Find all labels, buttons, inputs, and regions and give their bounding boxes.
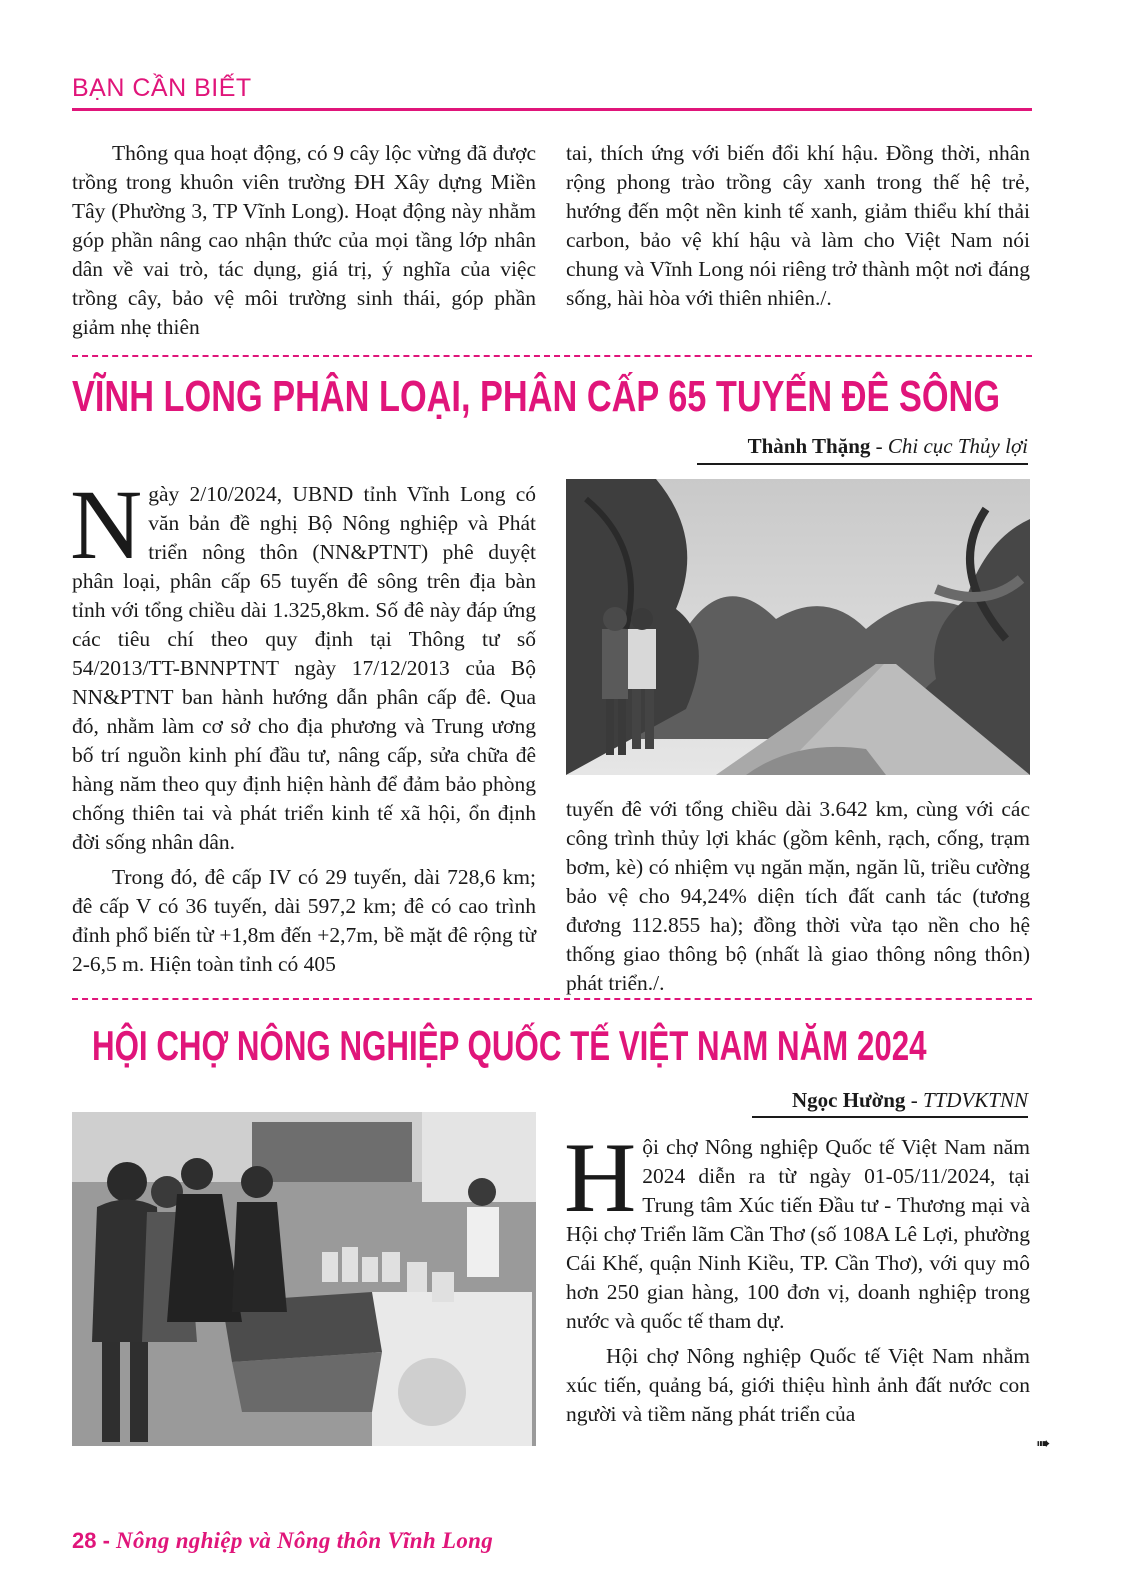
article3-right-column	[564, 1122, 1030, 1429]
article-divider	[72, 998, 1032, 1000]
article2-author: Thành Thặng	[747, 434, 871, 458]
page-footer	[72, 1528, 493, 1554]
byline-separator: -	[870, 434, 888, 458]
article2-dropcap: N	[70, 469, 143, 580]
continue-arrow-icon: ➠	[1036, 1434, 1051, 1454]
article2-para2: Trong đó, đê cấp IV có 29 tuyến, dài 728,6 km; đê cấp V có 36 tuyến, dài 597,2 km; đê có cao trình đỉnh phổ biến từ +1,8m đến +2,7m, bề mặt đê rộng từ 2-6,5 m. Hiện toàn tỉnh có 405	[72, 865, 536, 976]
byline-separator: -	[905, 1088, 923, 1112]
levee-road-photo	[566, 479, 1030, 775]
article3-byline-rule	[752, 1116, 1028, 1118]
article3-para2: Hội chợ Nông nghiệp Quốc tế Việt Nam nhằm xúc tiến, quảng bá, giới thiệu hình ảnh đất nước con người và tiềm năng phát triển của	[566, 1344, 1030, 1426]
article3-headline: HỘI CHỢ NÔNG NGHIỆP QUỐC TẾ VIỆT NAM NĂM 2024	[92, 1022, 927, 1069]
levee-road-illustration	[566, 479, 1030, 775]
article3-author: Ngọc Hường	[791, 1088, 906, 1112]
article3-byline	[792, 1088, 1028, 1113]
article3-affiliation: TTDVKTNN	[922, 1088, 1028, 1112]
article2-para1-text: gày 2/10/2024, UBND tỉnh Vĩnh Long có văn bản đề nghị Bộ Nông nghiệp và Phát triển nông thôn (NN&PTNT) phê duyệt phân loại, phân cấp 65 tuyến đê sông trên địa bàn tỉnh với tổng chiều dài 1.325,8km. Số đê này đáp ứng các tiêu chí theo quy định tại Thông tư số 54/2013/TT-BNNPTNT ngày 17/12/2013 của Bộ NN&PTNT ban hành hướng dẫn phân cấp đê. Qua đó, nhằm làm cơ sở cho địa phương và Trung ương bố trí nguồn kinh phí đầu tư, nâng cấp, sửa chữa đê hàng năm theo quy định hiện hành để đảm bảo phòng chống thiên tai và phát triển kinh tế xã hội, ổn định đời sống nhân dân.	[72, 482, 536, 854]
article2-byline-rule	[697, 463, 1028, 465]
article1-left-column	[72, 139, 536, 342]
article3-para1	[564, 1122, 1030, 1336]
magazine-title: Nông nghiệp và Nông thôn Vĩnh Long	[116, 1528, 494, 1553]
article2-affiliation: Chi cục Thủy lợi	[887, 434, 1028, 458]
article2-left-column	[70, 469, 536, 979]
section-label: BẠN CẦN BIẾT	[72, 74, 252, 102]
article1-right-column	[566, 139, 1030, 313]
article1-right-text: tai, thích ứng với biến đổi khí hậu. Đồng thời, nhân rộng phong trào trồng cây xanh trong thế hệ trẻ, hướng đến một nền kinh tế xanh, giảm thiểu khí thải carbon, bảo vệ khí hậu và làm cho Việt Nam nói chung và Vĩnh Long nói riêng trở thành một nơi đáng sống, hài hòa với thiên nhiên./.	[566, 141, 1030, 310]
agri-fair-illustration	[72, 1112, 536, 1446]
page-number: 28	[72, 1528, 97, 1553]
article-divider	[72, 355, 1032, 357]
agri-fair-photo	[72, 1112, 536, 1446]
article2-para1	[70, 469, 536, 857]
article3-dropcap: H	[564, 1122, 637, 1233]
article2-headline: VĨNH LONG PHÂN LOẠI, PHÂN CẤP 65 TUYẾN ĐÊ SÔNG	[72, 372, 1001, 421]
footer-separator: -	[96, 1528, 117, 1553]
article2-para3: tuyến đê với tổng chiều dài 3.642 km, cùng với các công trình thủy lợi khác (gồm kênh, rạch, cống, trạm bơm, kè) có nhiệm vụ ngăn mặn, ngăn lũ, triều cường bảo vệ cho 94,24% diện tích đất canh tác (tương đương 112.855 ha); đồng thời vừa tạo nền cho hệ thống giao thông bộ (nhất là giao thông nông thôn) phát triển./.	[566, 797, 1030, 995]
article2-byline	[748, 434, 1028, 459]
article1-left-text: Thông qua hoạt động, có 9 cây lộc vừng đã được trồng trong khuôn viên trường ĐH Xây dựng Miền Tây (Phường 3, TP Vĩnh Long). Hoạt động này nhằm góp phần nâng cao nhận thức của mọi tầng lớp nhân dân về vai trò, tác dụng, giá trị, ý nghĩa của việc trồng cây, bảo vệ môi trường sinh thái, góp phần giảm nhẹ thiên	[72, 141, 536, 339]
article3-para1-text: ội chợ Nông nghiệp Quốc tế Việt Nam năm 2024 diễn ra từ ngày 01-05/11/2024, tại Trung tâm Xúc tiến Đầu tư - Thương mại và Hội chợ Triển lãm Cần Thơ (số 108A Lê Lợi, phường Cái Khế, quận Ninh Kiều, TP. Cần Thơ), với quy mô hơn 250 gian hàng, 100 đơn vị, doanh nghiệp trong nước và quốc tế tham dự.	[566, 1135, 1030, 1333]
article2-right-column	[566, 795, 1030, 998]
section-rule	[72, 108, 1032, 111]
